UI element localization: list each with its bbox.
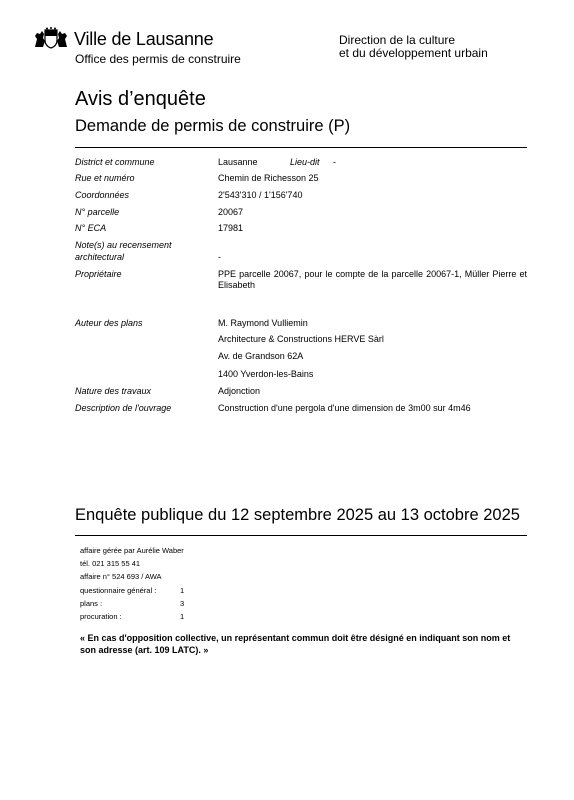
- coat-of-arms-icon: [33, 27, 69, 49]
- street-label: Rue et numéro: [75, 173, 135, 183]
- description-label: Description de l'ouvrage: [75, 403, 172, 413]
- description-value: Construction d'une pergola d'une dimension de 3m00 sur 4m46: [218, 403, 471, 413]
- nature-label: Nature des travaux: [75, 386, 152, 396]
- case-number: affaire n° 524 693 / AWA: [80, 572, 162, 581]
- district-value: Lausanne: [218, 157, 258, 167]
- divider-bottom: [75, 535, 527, 536]
- author-line-2: Architecture & Constructions HERVE Sàrl: [218, 334, 384, 344]
- org-name: Ville de Lausanne: [74, 29, 214, 49]
- divider-top: [75, 147, 527, 148]
- coords-value: 2'543'310 / 1'156'740: [218, 190, 303, 200]
- notes-value: -: [218, 252, 221, 262]
- opposition-note: « En cas d'opposition collective, un représentant commun doit être désigné en indiquant son nom et son adresse (art. 109 LATC). »: [80, 633, 511, 655]
- questionnaire-label: questionnaire général :: [80, 586, 157, 595]
- lieu-dit-label: Lieu-dit: [290, 157, 320, 167]
- eca-value: 17981: [218, 223, 244, 233]
- questionnaire-value: 1: [180, 586, 185, 595]
- eca-label: N° ECA: [75, 223, 107, 233]
- procuration-value: 1: [180, 612, 185, 621]
- department-line-1: Direction de la culture: [339, 33, 456, 47]
- managed-by: affaire gérée par Aurélie Waber: [80, 546, 184, 555]
- org-office: Office des permis de construire: [75, 52, 241, 66]
- street-value: Chemin de Richesson 25: [218, 173, 319, 183]
- district-label: District et commune: [75, 157, 155, 167]
- coords-label: Coordonnées: [75, 190, 130, 200]
- phone: tél. 021 315 55 41: [80, 559, 141, 568]
- owner-label: Propriétaire: [75, 269, 122, 279]
- plans-label: plans :: [80, 599, 103, 608]
- procuration-label: procuration :: [80, 612, 122, 621]
- notes-label-1: Note(s) au recensement: [75, 240, 172, 250]
- owner-value: PPE parcelle 20067, pour le compte de la parcelle 20067-1, Müller Pierre et Elisabeth: [218, 269, 527, 290]
- notes-label-2: architectural: [75, 252, 125, 262]
- department: [339, 34, 488, 60]
- author-line-3: Av. de Grandson 62A: [218, 351, 304, 361]
- district-value-wrap: [218, 157, 527, 168]
- lieu-dit-value: -: [333, 157, 336, 167]
- author-label: Auteur des plans: [75, 318, 143, 328]
- page-title: Avis d’enquête: [75, 88, 206, 110]
- nature-value: Adjonction: [218, 386, 261, 396]
- author-line-4: 1400 Yverdon-les-Bains: [218, 369, 314, 379]
- parcel-value: 20067: [218, 207, 244, 217]
- enquete-period: Enquête publique du 12 septembre 2025 au 13 octobre 2025: [75, 506, 520, 524]
- page-subtitle: Demande de permis de construire (P): [75, 117, 351, 135]
- parcel-label: N° parcelle: [75, 207, 120, 217]
- plans-value: 3: [180, 599, 185, 608]
- author-line-1: M. Raymond Vulliemin: [218, 318, 308, 328]
- department-line-2: et du développement urbain: [339, 46, 488, 60]
